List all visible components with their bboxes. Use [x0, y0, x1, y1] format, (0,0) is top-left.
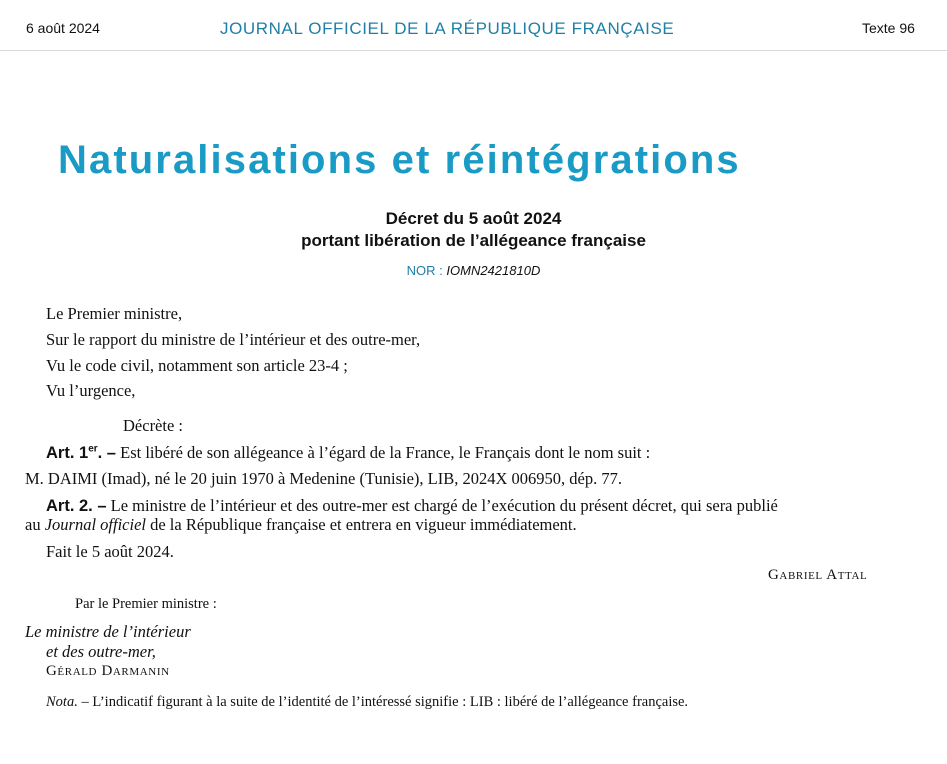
minister-title-line1: Le ministre de l’intérieur — [25, 622, 191, 641]
nor-reference — [0, 263, 947, 278]
minister-name: Gérald Darmanin — [46, 663, 170, 679]
article-2-continuation: au Journal officiel de la République française et entrera en vigueur immédiatement. — [25, 515, 577, 534]
header-divider — [0, 50, 947, 51]
page-title: Naturalisations et réintégrations — [58, 138, 741, 182]
article-1-text: Est libéré de son allégeance à l’égard de la France, le Français dont le nom suit : — [116, 443, 651, 462]
nor-value: IOMN2421810D — [446, 263, 541, 278]
preamble-line: Vu l’urgence, — [46, 381, 136, 400]
article-1-label: Art. 1er. – — [46, 443, 116, 462]
preamble-line: Vu le code civil, notamment son article 23-4 ; — [46, 356, 348, 375]
journal-title: JOURNAL OFFICIEL DE LA RÉPUBLIQUE FRANÇAISE — [220, 19, 675, 38]
article-1-entry: M. DAIMI (Imad), né le 20 juin 1970 à Medenine (Tunisie), LIB, 2024X 006950, dép. 77. — [25, 469, 622, 488]
preamble-line: Le Premier ministre, — [46, 304, 183, 323]
nota-text: – L’indicatif figurant à la suite de l’identité de l’intéressé signifie : LIB : libéré de l’allégeance française. — [77, 694, 689, 710]
preamble-line: Sur le rapport du ministre de l’intérieur et des outre-mer, — [46, 330, 421, 349]
decrete-label: Décrète : — [123, 416, 183, 435]
texte-number: Texte 96 — [862, 20, 915, 36]
article-2-label: Art. 2. – — [46, 497, 107, 515]
article-2 — [46, 496, 778, 516]
fait-le: Fait le 5 août 2024. — [46, 542, 174, 561]
decree-title: Décret du 5 août 2024 — [385, 209, 562, 228]
par-le-premier-ministre: Par le Premier ministre : — [75, 596, 217, 612]
signatory-name: Gabriel Attal — [768, 567, 868, 583]
decree-subject: portant libération de l’allégeance française — [301, 231, 646, 250]
header-date: 6 août 2024 — [26, 20, 100, 36]
article-1 — [46, 443, 650, 463]
nor-label: NOR : — [406, 263, 447, 278]
minister-title-line2: et des outre-mer, — [46, 642, 156, 661]
article-2-text: Le ministre de l’intérieur et des outre-mer est chargé de l’exécution du présent décret, qui sera publié — [106, 496, 778, 515]
nota-label: Nota. — [46, 694, 78, 710]
journal-officiel-italic: Journal officiel — [44, 515, 146, 534]
nota — [46, 694, 688, 711]
